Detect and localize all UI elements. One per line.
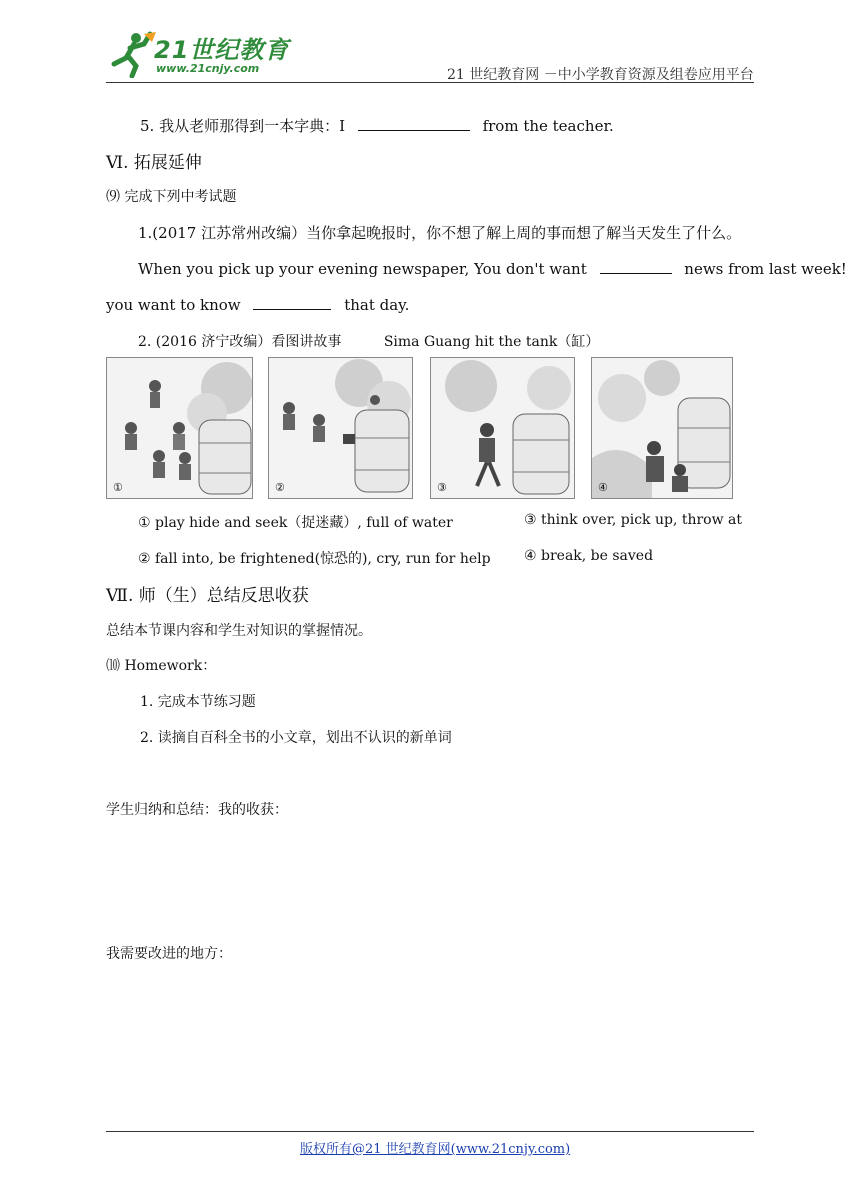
runner-logo-icon (106, 30, 158, 78)
logo-url-text: www.21cnjy.com (156, 62, 260, 75)
child-fell-into-tank-icon (269, 358, 412, 498)
question-1-blank-2[interactable] (253, 295, 331, 310)
children-playing-icon (107, 358, 252, 498)
question-1-line-3-before: you want to know (106, 296, 241, 314)
summary-text: 总结本节课内容和学生对知识的掌握情况。 (106, 623, 372, 639)
item-5-blank[interactable] (358, 116, 470, 131)
homework-item-1: 1. 完成本节练习题 (140, 694, 256, 710)
item-5-text-after: from the teacher. (482, 117, 614, 135)
picture-number-1: ① (113, 481, 123, 494)
story-picture-2 (268, 357, 413, 499)
homework-title: ⑽ Homework： (106, 658, 217, 674)
section-6-subtitle: ⑼ 完成下列中考试题 (106, 189, 237, 205)
question-1-prompt: 1.(2017 江苏常州改编）当你拿起晚报时，你不想了解上周的事而想了解当天发生了什么。 (138, 224, 742, 242)
hint-3: ③ think over, pick up, throw at (524, 512, 743, 528)
question-1-line-3-after: that day. (344, 296, 410, 314)
picture-number-3: ③ (437, 481, 447, 494)
hint-2: ② fall into, be frightened(惊恐的), cry, run for help (138, 551, 491, 567)
question-1-blank-1[interactable] (600, 259, 672, 274)
section-7-title: Ⅶ. 师（生）总结反思收获 (106, 586, 309, 606)
question-1-line-2-before: When you pick up your evening newspaper, You don't want (138, 260, 587, 278)
tank-broken-child-saved-icon (592, 358, 732, 498)
story-picture-3 (430, 357, 575, 499)
header-rule (106, 82, 754, 83)
picture-number-4: ④ (598, 481, 608, 494)
question-2-story: Sima Guang hit the tank（缸） (383, 334, 600, 350)
hint-4: ④ break, be saved (524, 548, 654, 564)
item-5-text-before: 5. 我从老师那得到一本字典：I (140, 117, 346, 135)
hint-1: ① play hide and seek（捉迷藏）, full of water (138, 515, 453, 531)
improve-label: 我需要改进的地方： (106, 946, 232, 962)
footer-rule (106, 1131, 754, 1132)
question-2-title (138, 331, 599, 351)
item-5 (140, 115, 614, 136)
picture-number-2: ② (275, 481, 285, 494)
footer-copyright-link[interactable]: 版权所有@21 世纪教育网(www.21cnjy.com) (300, 1142, 571, 1157)
question-1-line-2-after: news from last week! (684, 260, 847, 278)
story-picture-1 (106, 357, 253, 499)
logo-main-text: 21世纪教育 (154, 36, 290, 64)
site-tagline: 21 世纪教育网 －中小学教育资源及组卷应用平台 (447, 67, 754, 83)
boy-picking-up-stone-icon (431, 358, 574, 498)
story-picture-4 (591, 357, 733, 499)
homework-item-2: 2. 读摘自百科全书的小文章，划出不认识的新单词 (140, 730, 452, 746)
gains-label: 学生归纳和总结：我的收获： (106, 802, 288, 818)
header-logo (106, 28, 290, 80)
question-1-line-3 (106, 295, 409, 314)
question-2-title-text: 2. (2016 济宁改编）看图讲故事 (138, 334, 342, 350)
question-1-line-2 (138, 259, 847, 278)
section-6-title: Ⅵ. 拓展延伸 (106, 153, 202, 173)
